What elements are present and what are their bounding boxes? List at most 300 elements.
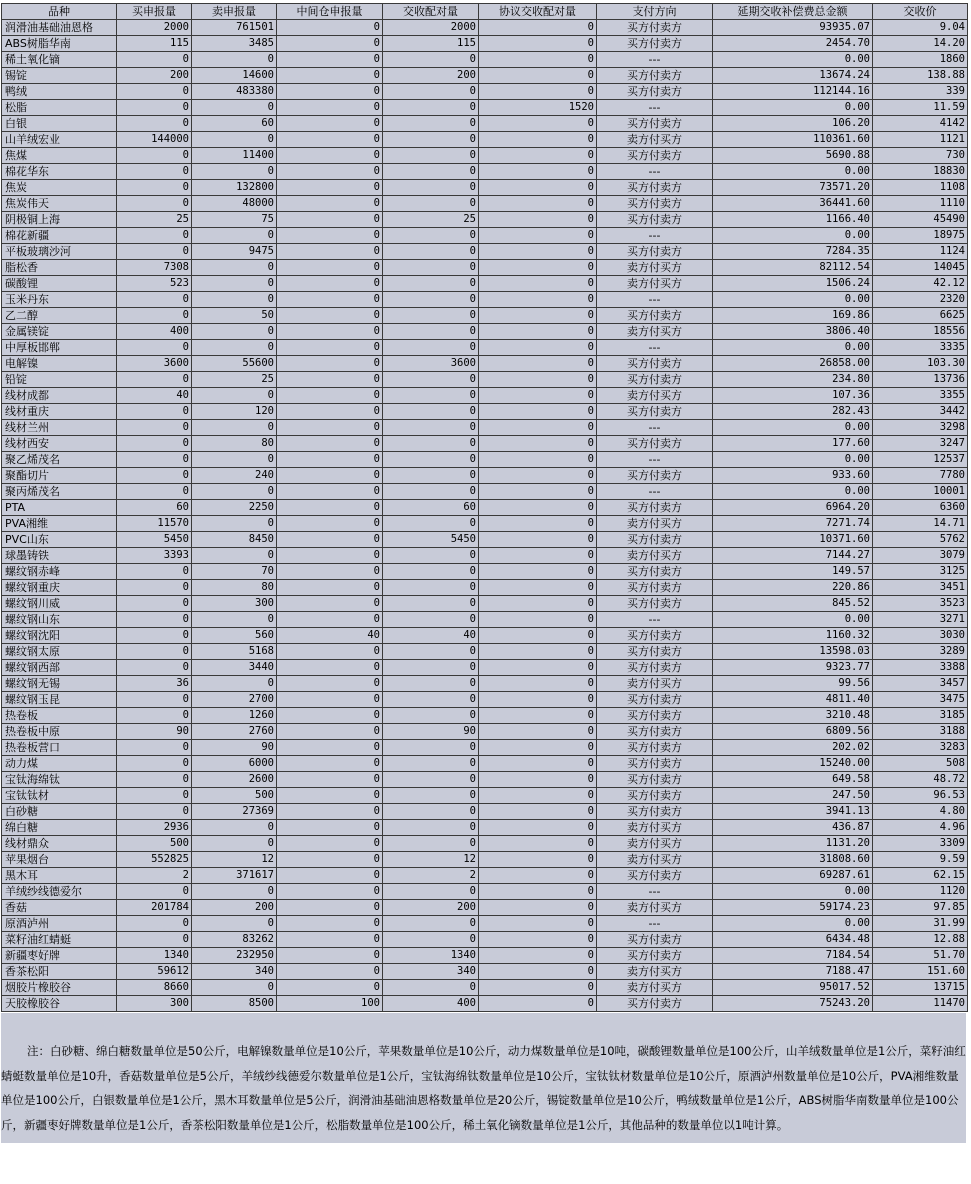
middle-warehouse-cell: 0 (277, 180, 383, 196)
settlement-price-cell: 14045 (873, 260, 968, 276)
middle-warehouse-cell: 0 (277, 756, 383, 772)
product-cell: 鸭绒 (2, 84, 117, 100)
table-row (2, 260, 968, 276)
matched-qty-cell: 0 (383, 932, 479, 948)
matched-qty-cell: 400 (383, 996, 479, 1012)
buy-qty-cell: 0 (117, 916, 192, 932)
middle-warehouse-cell: 0 (277, 420, 383, 436)
settlement-price-cell: 13736 (873, 372, 968, 388)
payment-direction-cell: --- (597, 884, 713, 900)
matched-qty-cell: 0 (383, 148, 479, 164)
product-cell: 热卷板 (2, 708, 117, 724)
unit-note (1, 1013, 966, 1143)
payment-direction-cell: 买方付卖方 (597, 308, 713, 324)
settlement-price-cell: 10001 (873, 484, 968, 500)
agreement-matched-cell: 0 (479, 292, 597, 308)
matched-qty-cell: 0 (383, 228, 479, 244)
product-cell: 铅锭 (2, 372, 117, 388)
settlement-price-cell: 3247 (873, 436, 968, 452)
matched-qty-cell: 200 (383, 68, 479, 84)
settlement-price-cell: 3523 (873, 596, 968, 612)
middle-warehouse-cell: 0 (277, 532, 383, 548)
matched-qty-cell: 0 (383, 548, 479, 564)
table-row (2, 788, 968, 804)
middle-warehouse-cell: 0 (277, 436, 383, 452)
compensation-amount-cell: 36441.60 (713, 196, 873, 212)
buy-qty-cell: 2 (117, 868, 192, 884)
buy-qty-cell: 0 (117, 596, 192, 612)
compensation-amount-cell: 73571.20 (713, 180, 873, 196)
middle-warehouse-cell: 0 (277, 868, 383, 884)
sell-qty-cell: 371617 (192, 868, 277, 884)
settlement-price-cell: 9.59 (873, 852, 968, 868)
matched-qty-cell: 0 (383, 788, 479, 804)
payment-direction-cell: 买方付卖方 (597, 532, 713, 548)
middle-warehouse-cell: 0 (277, 388, 383, 404)
payment-direction-cell: 买方付卖方 (597, 356, 713, 372)
settlement-price-cell: 5762 (873, 532, 968, 548)
middle-warehouse-cell: 0 (277, 644, 383, 660)
agreement-matched-cell: 0 (479, 644, 597, 660)
product-cell: 白砂糖 (2, 804, 117, 820)
payment-direction-cell: 买方付卖方 (597, 116, 713, 132)
matched-qty-cell: 1340 (383, 948, 479, 964)
payment-direction-cell: --- (597, 52, 713, 68)
agreement-matched-cell: 0 (479, 52, 597, 68)
agreement-matched-cell: 0 (479, 132, 597, 148)
product-cell: 线材成都 (2, 388, 117, 404)
matched-qty-cell: 0 (383, 420, 479, 436)
settlement-price-cell: 97.85 (873, 900, 968, 916)
settlement-price-cell: 1120 (873, 884, 968, 900)
sell-qty-cell: 0 (192, 612, 277, 628)
sell-qty-cell: 500 (192, 788, 277, 804)
buy-qty-cell: 0 (117, 660, 192, 676)
compensation-amount-cell: 3806.40 (713, 324, 873, 340)
payment-direction-cell: 卖方付买方 (597, 836, 713, 852)
matched-qty-cell: 0 (383, 516, 479, 532)
product-cell: PVA湘维 (2, 516, 117, 532)
matched-qty-cell: 0 (383, 708, 479, 724)
buy-qty-cell: 0 (117, 244, 192, 260)
table-row (2, 644, 968, 660)
middle-warehouse-cell: 0 (277, 516, 383, 532)
buy-qty-cell: 0 (117, 772, 192, 788)
payment-direction-cell: 买方付卖方 (597, 196, 713, 212)
agreement-matched-cell: 0 (479, 868, 597, 884)
product-cell: 棉花新疆 (2, 228, 117, 244)
table-row (2, 84, 968, 100)
column-header: 交收配对量 (383, 4, 479, 20)
buy-qty-cell: 11570 (117, 516, 192, 532)
matched-qty-cell: 0 (383, 52, 479, 68)
payment-direction-cell: 买方付卖方 (597, 84, 713, 100)
agreement-matched-cell: 0 (479, 772, 597, 788)
sell-qty-cell: 0 (192, 820, 277, 836)
matched-qty-cell: 115 (383, 36, 479, 52)
buy-qty-cell: 0 (117, 164, 192, 180)
table-row (2, 148, 968, 164)
table-row (2, 596, 968, 612)
sell-qty-cell: 9475 (192, 244, 277, 260)
compensation-amount-cell: 1131.20 (713, 836, 873, 852)
product-cell: ABS树脂华南 (2, 36, 117, 52)
settlement-price-cell: 3335 (873, 340, 968, 356)
middle-warehouse-cell: 0 (277, 36, 383, 52)
middle-warehouse-cell: 0 (277, 612, 383, 628)
compensation-amount-cell: 15240.00 (713, 756, 873, 772)
product-cell: 天胶橡胶谷 (2, 996, 117, 1012)
product-cell: 棉花华东 (2, 164, 117, 180)
payment-direction-cell: 买方付卖方 (597, 500, 713, 516)
agreement-matched-cell: 0 (479, 404, 597, 420)
payment-direction-cell: 买方付卖方 (597, 628, 713, 644)
product-cell: 聚酯切片 (2, 468, 117, 484)
compensation-amount-cell: 649.58 (713, 772, 873, 788)
sell-qty-cell: 200 (192, 900, 277, 916)
compensation-amount-cell: 282.43 (713, 404, 873, 420)
agreement-matched-cell: 0 (479, 532, 597, 548)
product-cell: 山羊绒宏业 (2, 132, 117, 148)
sell-qty-cell: 6000 (192, 756, 277, 772)
compensation-amount-cell: 1506.24 (713, 276, 873, 292)
middle-warehouse-cell: 0 (277, 484, 383, 500)
compensation-amount-cell: 0.00 (713, 452, 873, 468)
compensation-amount-cell: 112144.16 (713, 84, 873, 100)
compensation-amount-cell: 0.00 (713, 164, 873, 180)
buy-qty-cell: 0 (117, 404, 192, 420)
agreement-matched-cell: 0 (479, 260, 597, 276)
product-cell: 线材西安 (2, 436, 117, 452)
product-cell: 螺纹钢西部 (2, 660, 117, 676)
settlement-price-cell: 138.88 (873, 68, 968, 84)
sell-qty-cell: 0 (192, 516, 277, 532)
middle-warehouse-cell: 0 (277, 68, 383, 84)
table-row (2, 116, 968, 132)
middle-warehouse-cell: 0 (277, 548, 383, 564)
middle-warehouse-cell: 0 (277, 372, 383, 388)
sell-qty-cell: 8450 (192, 532, 277, 548)
table-row (2, 100, 968, 116)
sell-qty-cell: 0 (192, 324, 277, 340)
matched-qty-cell: 200 (383, 900, 479, 916)
delivery-table (1, 3, 968, 1012)
agreement-matched-cell: 1520 (479, 100, 597, 116)
buy-qty-cell: 0 (117, 308, 192, 324)
sell-qty-cell: 2760 (192, 724, 277, 740)
middle-warehouse-cell: 0 (277, 980, 383, 996)
buy-qty-cell: 8660 (117, 980, 192, 996)
sell-qty-cell: 0 (192, 100, 277, 116)
sell-qty-cell: 300 (192, 596, 277, 612)
compensation-amount-cell: 7284.35 (713, 244, 873, 260)
middle-warehouse-cell: 0 (277, 164, 383, 180)
middle-warehouse-cell: 0 (277, 116, 383, 132)
settlement-price-cell: 18556 (873, 324, 968, 340)
buy-qty-cell: 200 (117, 68, 192, 84)
matched-qty-cell: 0 (383, 260, 479, 276)
agreement-matched-cell: 0 (479, 20, 597, 36)
agreement-matched-cell: 0 (479, 308, 597, 324)
agreement-matched-cell: 0 (479, 340, 597, 356)
settlement-price-cell: 4.80 (873, 804, 968, 820)
product-cell: 羊绒纱线德爱尔 (2, 884, 117, 900)
settlement-price-cell: 3125 (873, 564, 968, 580)
payment-direction-cell: 买方付卖方 (597, 868, 713, 884)
table-row (2, 164, 968, 180)
agreement-matched-cell: 0 (479, 964, 597, 980)
matched-qty-cell: 0 (383, 244, 479, 260)
settlement-price-cell: 3283 (873, 740, 968, 756)
buy-qty-cell: 0 (117, 628, 192, 644)
middle-warehouse-cell: 40 (277, 628, 383, 644)
settlement-price-cell: 3298 (873, 420, 968, 436)
agreement-matched-cell: 0 (479, 788, 597, 804)
agreement-matched-cell: 0 (479, 116, 597, 132)
product-cell: 宝钛钛材 (2, 788, 117, 804)
middle-warehouse-cell: 0 (277, 676, 383, 692)
matched-qty-cell: 0 (383, 692, 479, 708)
middle-warehouse-cell: 0 (277, 772, 383, 788)
agreement-matched-cell: 0 (479, 36, 597, 52)
payment-direction-cell: 卖方付买方 (597, 276, 713, 292)
compensation-amount-cell: 82112.54 (713, 260, 873, 276)
middle-warehouse-cell: 0 (277, 948, 383, 964)
sell-qty-cell: 761501 (192, 20, 277, 36)
payment-direction-cell: 买方付卖方 (597, 148, 713, 164)
table-row (2, 404, 968, 420)
agreement-matched-cell: 0 (479, 452, 597, 468)
product-cell: 苹果烟台 (2, 852, 117, 868)
sell-qty-cell: 2600 (192, 772, 277, 788)
sell-qty-cell: 12 (192, 852, 277, 868)
agreement-matched-cell: 0 (479, 356, 597, 372)
sell-qty-cell: 0 (192, 340, 277, 356)
middle-warehouse-cell: 100 (277, 996, 383, 1012)
agreement-matched-cell: 0 (479, 916, 597, 932)
agreement-matched-cell: 0 (479, 708, 597, 724)
payment-direction-cell: 买方付卖方 (597, 468, 713, 484)
sell-qty-cell: 0 (192, 884, 277, 900)
table-row (2, 916, 968, 932)
sell-qty-cell: 0 (192, 228, 277, 244)
matched-qty-cell: 0 (383, 772, 479, 788)
settlement-price-cell: 6625 (873, 308, 968, 324)
table-row (2, 52, 968, 68)
middle-warehouse-cell: 0 (277, 836, 383, 852)
matched-qty-cell: 2 (383, 868, 479, 884)
matched-qty-cell: 12 (383, 852, 479, 868)
middle-warehouse-cell: 0 (277, 340, 383, 356)
payment-direction-cell: 买方付卖方 (597, 180, 713, 196)
compensation-amount-cell: 202.02 (713, 740, 873, 756)
middle-warehouse-cell: 0 (277, 148, 383, 164)
product-cell: 香菇 (2, 900, 117, 916)
agreement-matched-cell: 0 (479, 820, 597, 836)
agreement-matched-cell: 0 (479, 692, 597, 708)
product-cell: 润滑油基础油恩格 (2, 20, 117, 36)
agreement-matched-cell: 0 (479, 980, 597, 996)
sell-qty-cell: 0 (192, 132, 277, 148)
buy-qty-cell: 60 (117, 500, 192, 516)
buy-qty-cell: 0 (117, 84, 192, 100)
middle-warehouse-cell: 0 (277, 740, 383, 756)
middle-warehouse-cell: 0 (277, 468, 383, 484)
agreement-matched-cell: 0 (479, 932, 597, 948)
settlement-price-cell: 48.72 (873, 772, 968, 788)
settlement-price-cell: 14.20 (873, 36, 968, 52)
buy-qty-cell: 59612 (117, 964, 192, 980)
payment-direction-cell: --- (597, 452, 713, 468)
buy-qty-cell: 0 (117, 692, 192, 708)
agreement-matched-cell: 0 (479, 660, 597, 676)
settlement-price-cell: 103.30 (873, 356, 968, 372)
payment-direction-cell: 卖方付买方 (597, 820, 713, 836)
matched-qty-cell: 0 (383, 324, 479, 340)
buy-qty-cell: 0 (117, 708, 192, 724)
buy-qty-cell: 0 (117, 468, 192, 484)
matched-qty-cell: 0 (383, 820, 479, 836)
buy-qty-cell: 0 (117, 932, 192, 948)
settlement-price-cell: 3030 (873, 628, 968, 644)
compensation-amount-cell: 5690.88 (713, 148, 873, 164)
sell-qty-cell: 232950 (192, 948, 277, 964)
sell-qty-cell: 132800 (192, 180, 277, 196)
table-row (2, 692, 968, 708)
middle-warehouse-cell: 0 (277, 900, 383, 916)
product-cell: 脂松香 (2, 260, 117, 276)
middle-warehouse-cell: 0 (277, 804, 383, 820)
compensation-amount-cell: 0.00 (713, 916, 873, 932)
table-row (2, 468, 968, 484)
settlement-price-cell: 1124 (873, 244, 968, 260)
buy-qty-cell: 0 (117, 644, 192, 660)
middle-warehouse-cell: 0 (277, 884, 383, 900)
agreement-matched-cell: 0 (479, 484, 597, 500)
settlement-price-cell: 3442 (873, 404, 968, 420)
column-header: 卖申报量 (192, 4, 277, 20)
middle-warehouse-cell: 0 (277, 660, 383, 676)
product-cell: 焦煤 (2, 148, 117, 164)
sell-qty-cell: 0 (192, 52, 277, 68)
payment-direction-cell: --- (597, 340, 713, 356)
settlement-price-cell: 1860 (873, 52, 968, 68)
settlement-price-cell: 3457 (873, 676, 968, 692)
buy-qty-cell: 0 (117, 612, 192, 628)
product-cell: 螺纹钢沈阳 (2, 628, 117, 644)
compensation-amount-cell: 10371.60 (713, 532, 873, 548)
compensation-amount-cell: 0.00 (713, 228, 873, 244)
compensation-amount-cell: 26858.00 (713, 356, 873, 372)
matched-qty-cell: 0 (383, 980, 479, 996)
settlement-price-cell: 4142 (873, 116, 968, 132)
middle-warehouse-cell: 0 (277, 916, 383, 932)
table-row (2, 436, 968, 452)
settlement-price-cell: 3309 (873, 836, 968, 852)
agreement-matched-cell: 0 (479, 804, 597, 820)
table-row (2, 548, 968, 564)
matched-qty-cell: 0 (383, 404, 479, 420)
settlement-price-cell: 18975 (873, 228, 968, 244)
payment-direction-cell: 买方付卖方 (597, 404, 713, 420)
buy-qty-cell: 40 (117, 388, 192, 404)
middle-warehouse-cell: 0 (277, 724, 383, 740)
product-cell: 中厚板邯郸 (2, 340, 117, 356)
sell-qty-cell: 0 (192, 276, 277, 292)
payment-direction-cell: 卖方付买方 (597, 964, 713, 980)
table-row (2, 628, 968, 644)
product-cell: 锡锭 (2, 68, 117, 84)
compensation-amount-cell: 0.00 (713, 484, 873, 500)
product-cell: 焦炭 (2, 180, 117, 196)
settlement-price-cell: 1121 (873, 132, 968, 148)
compensation-amount-cell: 106.20 (713, 116, 873, 132)
payment-direction-cell: 买方付卖方 (597, 644, 713, 660)
compensation-amount-cell: 1160.32 (713, 628, 873, 644)
compensation-amount-cell: 7188.47 (713, 964, 873, 980)
product-cell: 螺纹钢赤峰 (2, 564, 117, 580)
payment-direction-cell: 买方付卖方 (597, 580, 713, 596)
table-row (2, 724, 968, 740)
payment-direction-cell: 买方付卖方 (597, 436, 713, 452)
column-header: 买申报量 (117, 4, 192, 20)
column-header: 支付方向 (597, 4, 713, 20)
matched-qty-cell: 0 (383, 836, 479, 852)
product-cell: 稀土氧化镝 (2, 52, 117, 68)
compensation-amount-cell: 7144.27 (713, 548, 873, 564)
sell-qty-cell: 60 (192, 116, 277, 132)
product-cell: 螺纹钢山东 (2, 612, 117, 628)
buy-qty-cell: 0 (117, 180, 192, 196)
payment-direction-cell: 买方付卖方 (597, 772, 713, 788)
matched-qty-cell: 0 (383, 676, 479, 692)
payment-direction-cell: 卖方付买方 (597, 548, 713, 564)
middle-warehouse-cell: 0 (277, 132, 383, 148)
compensation-amount-cell: 149.57 (713, 564, 873, 580)
matched-qty-cell: 0 (383, 596, 479, 612)
payment-direction-cell: --- (597, 612, 713, 628)
buy-qty-cell: 36 (117, 676, 192, 692)
agreement-matched-cell: 0 (479, 436, 597, 452)
product-cell: 碳酸锂 (2, 276, 117, 292)
sell-qty-cell: 0 (192, 676, 277, 692)
compensation-amount-cell: 95017.52 (713, 980, 873, 996)
agreement-matched-cell: 0 (479, 180, 597, 196)
compensation-amount-cell: 7271.74 (713, 516, 873, 532)
middle-warehouse-cell: 0 (277, 20, 383, 36)
settlement-price-cell: 730 (873, 148, 968, 164)
matched-qty-cell: 0 (383, 100, 479, 116)
middle-warehouse-cell: 0 (277, 212, 383, 228)
agreement-matched-cell: 0 (479, 884, 597, 900)
payment-direction-cell: 买方付卖方 (597, 372, 713, 388)
agreement-matched-cell: 0 (479, 196, 597, 212)
table-row (2, 484, 968, 500)
buy-qty-cell: 1340 (117, 948, 192, 964)
sell-qty-cell: 80 (192, 436, 277, 452)
agreement-matched-cell: 0 (479, 372, 597, 388)
settlement-price-cell: 1108 (873, 180, 968, 196)
agreement-matched-cell: 0 (479, 580, 597, 596)
buy-qty-cell: 2000 (117, 20, 192, 36)
matched-qty-cell: 0 (383, 372, 479, 388)
table-row (2, 212, 968, 228)
compensation-amount-cell: 69287.61 (713, 868, 873, 884)
middle-warehouse-cell: 0 (277, 500, 383, 516)
product-cell: 聚丙烯茂名 (2, 484, 117, 500)
table-row (2, 340, 968, 356)
table-row (2, 868, 968, 884)
